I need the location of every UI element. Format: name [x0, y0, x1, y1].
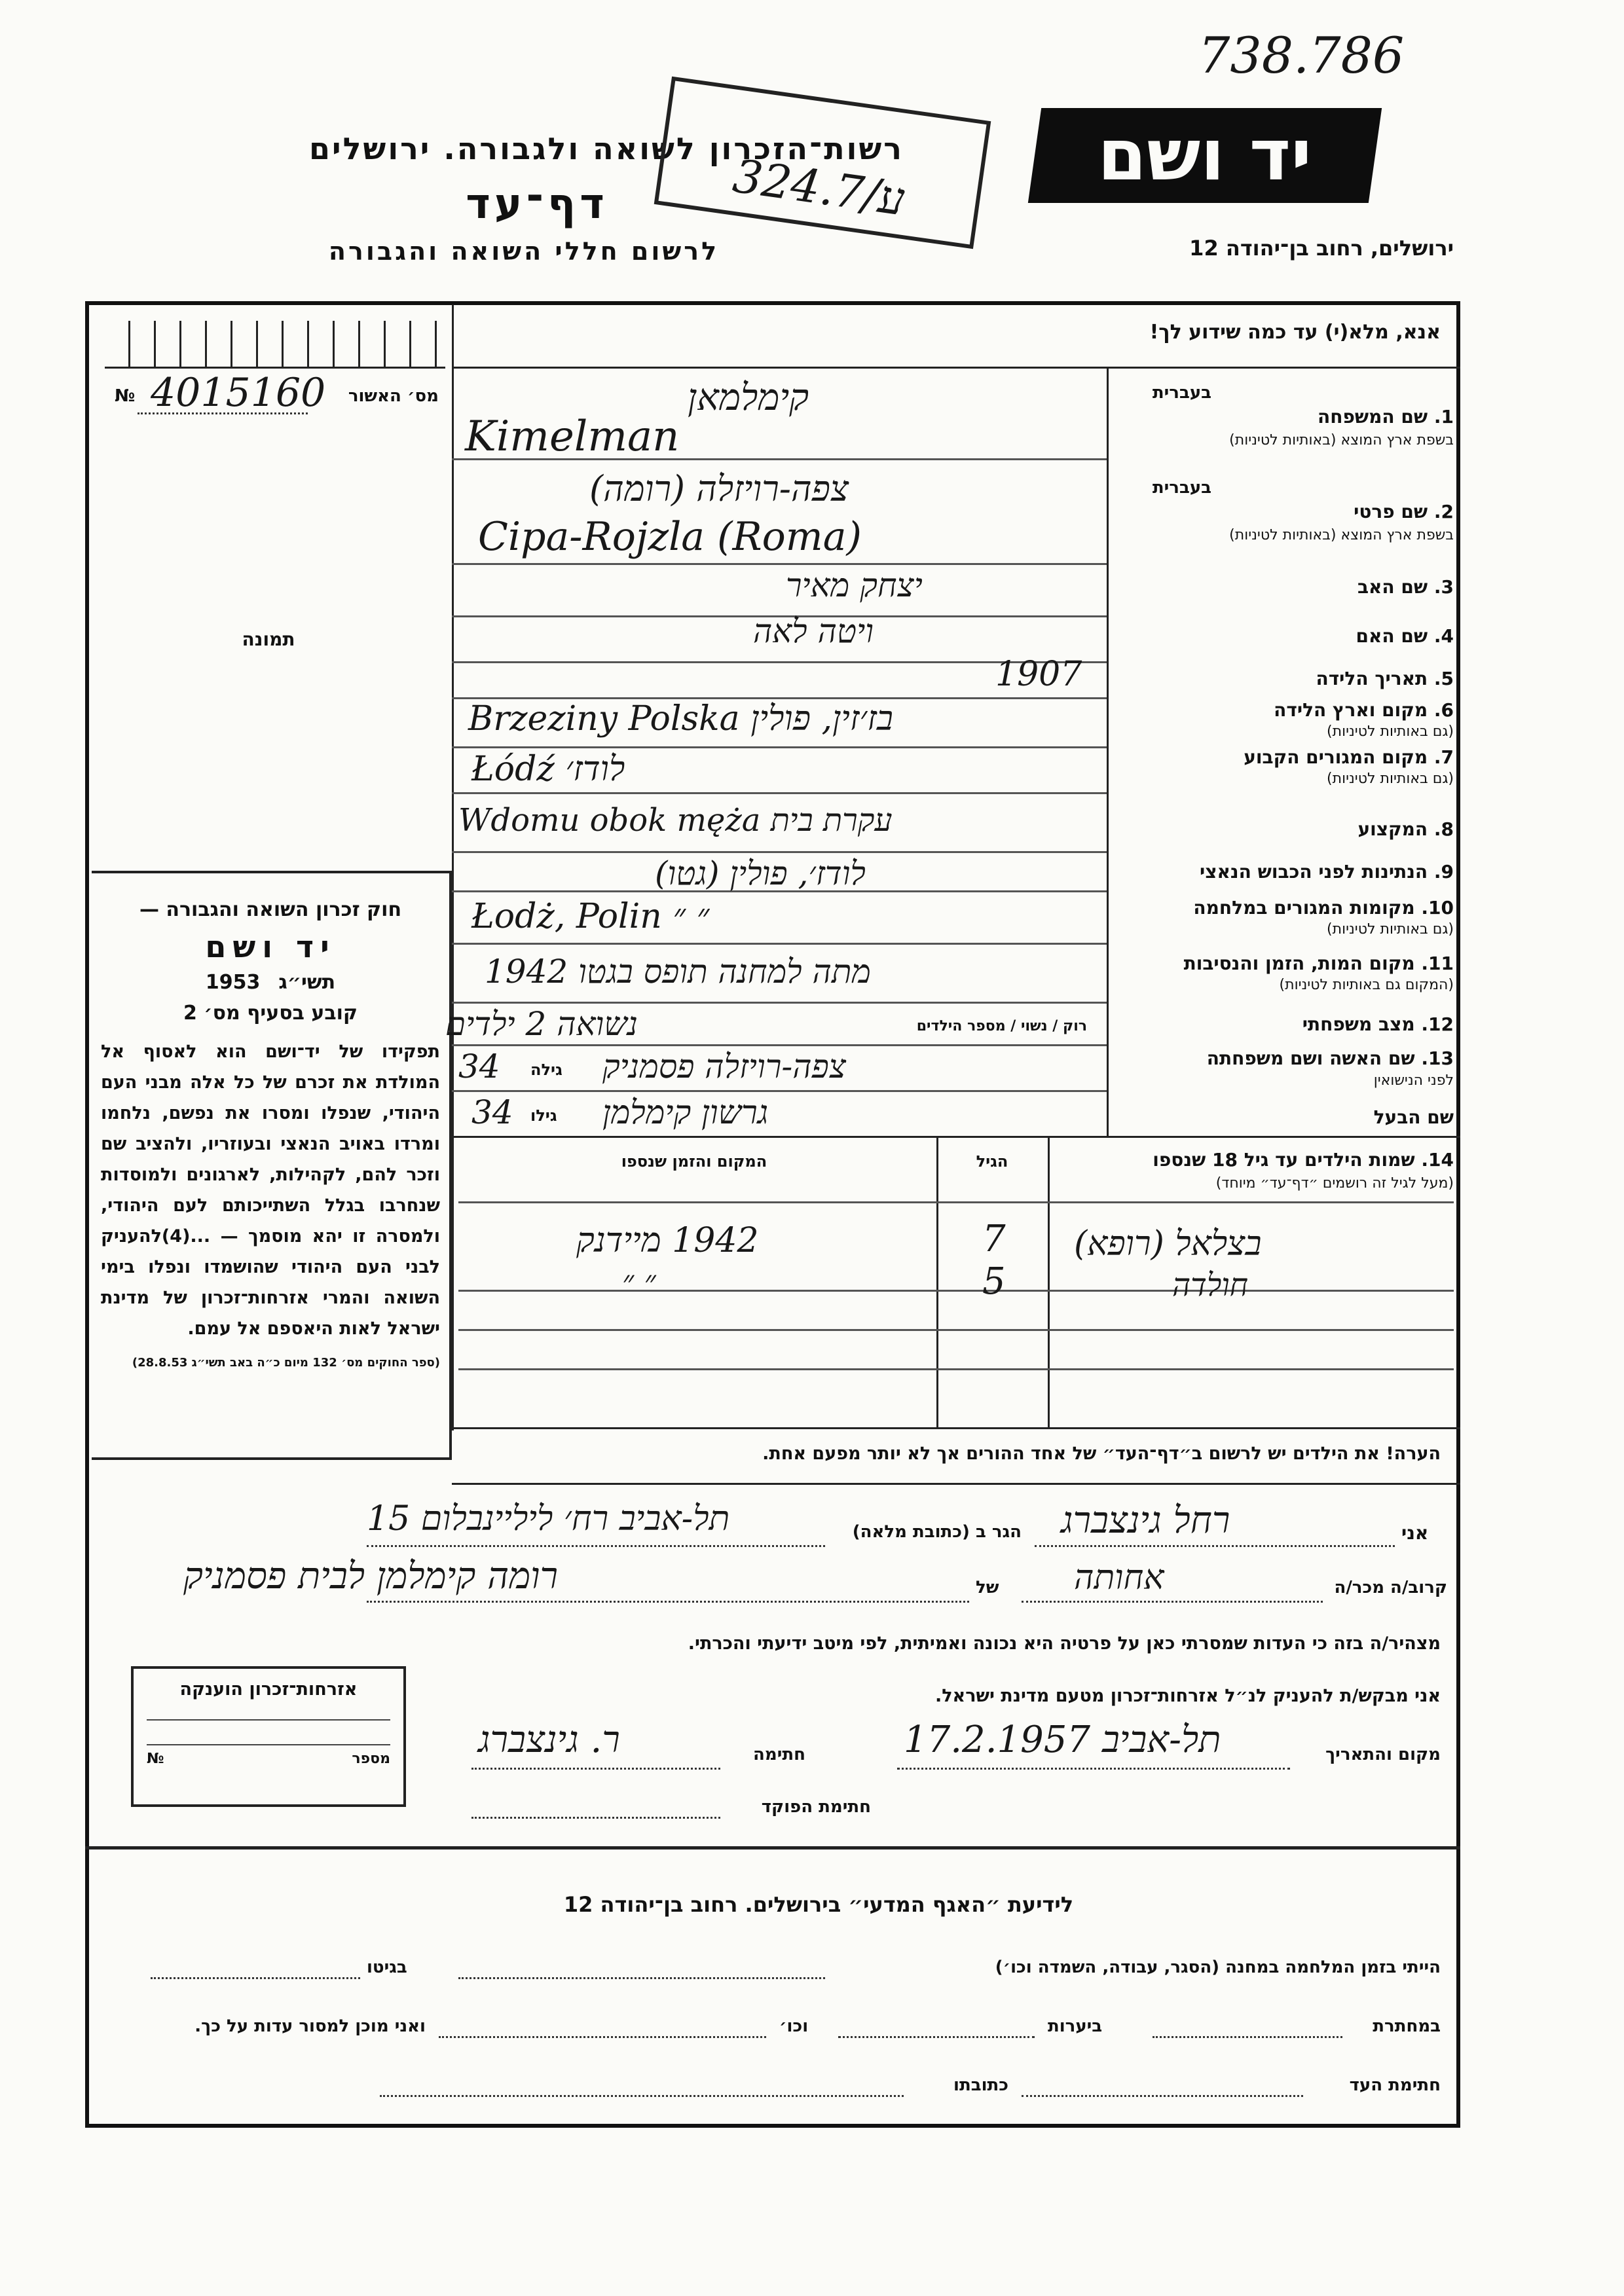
wife-name: צפה-רויזלה פסמניק [602, 1048, 846, 1085]
child-2-place: ״ ״ [622, 1264, 656, 1300]
field-label-wartime-residence: 10. מקומות המגורים במלחמה [1193, 897, 1454, 919]
yad-vashem-logo [1028, 108, 1382, 203]
hebrew-marker-2: בעברית [1152, 478, 1211, 498]
field-label-marital-status: 12. מצב משפחתי [1302, 1013, 1454, 1035]
relation: אחותה [1074, 1558, 1164, 1597]
children-age-divider [936, 1136, 938, 1427]
law-footnote: (ספר החוקים מס׳ 132 מיום כ״ה באב תשי״ג 28.8.53) [132, 1356, 440, 1370]
child-2-name: חולדה [1172, 1267, 1249, 1303]
husband-age: 34 [471, 1093, 513, 1131]
law-name: יד ושם [205, 929, 336, 964]
husband-age-label: גילו [530, 1106, 557, 1125]
residence: Łódź לודז׳ [471, 750, 625, 789]
citizenship-number-label: מספר [352, 1751, 390, 1767]
mother-name: ויטה לאה [753, 612, 874, 650]
field-sub-wife: לפני הנישואין [1373, 1072, 1454, 1089]
witness-address-label: כתובתו [953, 2075, 1008, 2095]
wife-age-label: גילה [530, 1061, 563, 1079]
children-place-header: המקום והזמן שנספו [621, 1152, 767, 1171]
archive-number: 738.786 [1198, 26, 1405, 84]
field-sub-wartime-residence: (גם באותיות לטיניות) [1327, 921, 1454, 938]
photo-column-divider [452, 304, 454, 1430]
surname-latin: Kimelman [465, 412, 680, 461]
relation-label: קרוב/ה מכר/ה [1334, 1578, 1447, 1597]
etc-label: וכו׳ [779, 2016, 809, 2036]
registrar-label: חתימת הפוקד [761, 1797, 871, 1817]
approval-line [138, 412, 308, 414]
citizenship-number-prefix: № [147, 1751, 164, 1767]
field-label-birth-date: 5. תאריך הלידה [1316, 668, 1454, 689]
law-year: 1953 [205, 971, 261, 994]
husband-name: גרשון קימלמן [602, 1093, 769, 1131]
logo-text: יד ושם [1098, 115, 1312, 196]
birth-place: Brzeziny Polska בז׳זין, פולין [468, 699, 893, 738]
forests-label: ביערות [1048, 2016, 1103, 2036]
children-name-divider [1048, 1136, 1050, 1427]
law-box [92, 871, 452, 1460]
field-label-surname: 1. שם המשפחה [1318, 406, 1454, 428]
approval-number: 4015160 [151, 370, 326, 416]
intro-text: אנא, מלא(י) עד כמה שידוע לך! [1149, 321, 1441, 344]
citizenship-title: אזרחות־זכרון הוענקה [179, 1679, 358, 1700]
field-sub-residence: (גם באותיות לטיניות) [1327, 771, 1454, 787]
child-1-place: 1942 מיידנק [576, 1221, 759, 1260]
field-label-wife: 13. שם האשה ושם משפחתה [1206, 1048, 1454, 1069]
hebrew-marker-1: בעברית [1152, 383, 1211, 403]
camp-line-label: הייתי בזמן המלחמה במחנה (הסגר, עבודה, השמדה וכו׳) [995, 1958, 1441, 1977]
field-label-residence: 7. מקום המגורים הקבוע [1244, 746, 1454, 768]
wife-age: 34 [458, 1048, 500, 1085]
declarant-name: רחל גינצברג [1061, 1499, 1230, 1542]
law-clause: קובע בסעיף מס׳ 2 [183, 1002, 358, 1025]
field-sub-birth-place: (גם באותיות לטיניות) [1327, 723, 1454, 740]
declaration-text: מצהיר/ה בזה כי העדות שמסרתי כאן על פרטיה היא נכונה ואמיתית, לפי מיטב ידיעתי והכרתי. [688, 1633, 1441, 1654]
field-sub-first-name: בשפת ארץ המוצא (באותיות לטיניות) [1229, 527, 1454, 543]
field-label-profession: 8. המקצוע [1357, 818, 1454, 840]
testimony-offer: ואני מוכן למסור עדות על כך. [194, 2016, 426, 2036]
first-name-latin: Cipa-Rojzla (Roma) [478, 514, 862, 560]
relation-of: רומה קימלמן לבית פסמניק [183, 1555, 559, 1597]
field-label-birth-place: 6. מקום וארץ הלידה [1274, 699, 1454, 721]
archive-stamp [654, 77, 991, 249]
surname-hebrew: קימלמאן [688, 376, 809, 419]
children-age-header: הגיל [976, 1152, 1008, 1171]
authority-name: רשות־הזכרון לשואה ולגבורה. ירושלים [309, 131, 904, 166]
law-year-hebrew: תשי״ג [278, 971, 336, 994]
birth-date: 1907 [995, 655, 1082, 694]
declarant-signature: ר. גינצברג [478, 1719, 620, 1761]
children-sub: (מעל לגיל זה רושמים ״דף־עד״ מיוחד) [1215, 1175, 1454, 1192]
first-name-hebrew: צפה-רויזלה (רומה) [589, 468, 849, 509]
request-text: אני מבקש/ת להעניק לנ״ל אזרחות־זכרון מטעם מדינת ישראל. [934, 1686, 1441, 1706]
of-label: של [976, 1578, 999, 1597]
field-label-husband: שם הבעל [1373, 1106, 1454, 1128]
field-sub-surname: בשפת ארץ המוצא (באותיות לטיניות) [1229, 432, 1454, 448]
place-date: תל-אביב 17.2.1957 [904, 1719, 1221, 1761]
tick-strip [105, 321, 445, 369]
bottom-title: לידיעת ״האגף המדעי״ בירושלים. רחוב בן־יהודה 12 [563, 1892, 1074, 1917]
field-label-mother: 4. שם האם [1356, 625, 1454, 647]
place-date-label: מקום והתאריך [1325, 1745, 1441, 1764]
profession: Wdomu obok męża עקרת בית [458, 802, 893, 839]
marital-status: נשואה 2 ילדים [445, 1005, 638, 1043]
address-label: הגר ב (כתובת מלאה) [852, 1522, 1022, 1542]
ghetto-label: בגיטו [367, 1958, 407, 1977]
wartime-residence: Łodż, Polin ״ ״ [471, 897, 710, 936]
field-label-father: 3. שם האב [1357, 576, 1454, 598]
citizenship-box [131, 1666, 406, 1807]
approval-label: מס׳ האשור [348, 386, 439, 406]
intro-divider [452, 367, 1460, 369]
photo-label: תמונה [242, 629, 295, 650]
death-details: מתה למחנה תופס בגטו 1942 [485, 953, 871, 991]
field-label-death: 11. מקום המות, הזמן והנסיבות [1183, 953, 1454, 974]
signature-label: חתימה [753, 1745, 805, 1764]
approval-number-prefix: № [115, 386, 136, 406]
child-1-name: בצלאל (רופא) [1074, 1224, 1262, 1264]
law-body: תפקידו של יד־ושם הוא לאסוף אל המולדת את זכרם של כל אלה מבני העם היהודי, שנפלו ומסרו את נפשם, נלחמו ומרדו באויב הנאצי ובעוזריו, ולהציב שם וזכר להם, לקהילות, לארגונים ולמוסדות שנחרבו בגלל השתייכותם לעם היהודי, ולמסרה זו יהא מוסמך — ...(4)להעניק לבני העם היהודי שהושמדו ונפלו בימי השואה והמרי אזרחות־זכרון של מדינת ישראל לאות היאספם אל עמם. [101, 1042, 440, 1339]
law-title: חוק זכרון השואה והגבורה — [139, 898, 402, 921]
declarant-address: תל-אביב רח׳ ליליינבלום 15 [367, 1499, 730, 1539]
witness-signature-label: חתימת העד [1349, 2075, 1441, 2095]
page-subtitle: לרשום חללי השואה והגבורה [328, 237, 720, 266]
field-label-nationality: 9. הנתינות לפני הכבוש הנאצי [1200, 861, 1454, 883]
label-column-divider [1107, 367, 1109, 1136]
declarant-i-label: אני [1401, 1522, 1429, 1544]
marital-options: רוק / נשוי / מספר הילדים [916, 1018, 1087, 1034]
page-title: דף־עד [466, 180, 608, 228]
underground-label: במחתרת [1373, 2016, 1441, 2036]
children-label: 14. שמות הילדים עד גיל 18 שנספו [1153, 1149, 1454, 1171]
child-1-age: 7 [982, 1218, 1006, 1260]
nationality: לודז׳, פולין (גטו) [655, 854, 866, 892]
field-sub-death: (המקום גם באותיות לטיניות) [1279, 977, 1454, 993]
field-label-first-name: 2. שם פרטי [1354, 501, 1454, 522]
note-text: הערה! את הילדים יש לרשום ב״דף־העד״ של אחד ההורים אך לא יותר מפעם אחת. [762, 1444, 1441, 1464]
stamp-number: 324.7/ע [729, 149, 908, 227]
address: ירושלים, רחוב בן־יהודה 12 [1189, 236, 1454, 261]
father-name: יצחק מאיר [786, 566, 923, 604]
child-2-age: 5 [982, 1260, 1006, 1303]
